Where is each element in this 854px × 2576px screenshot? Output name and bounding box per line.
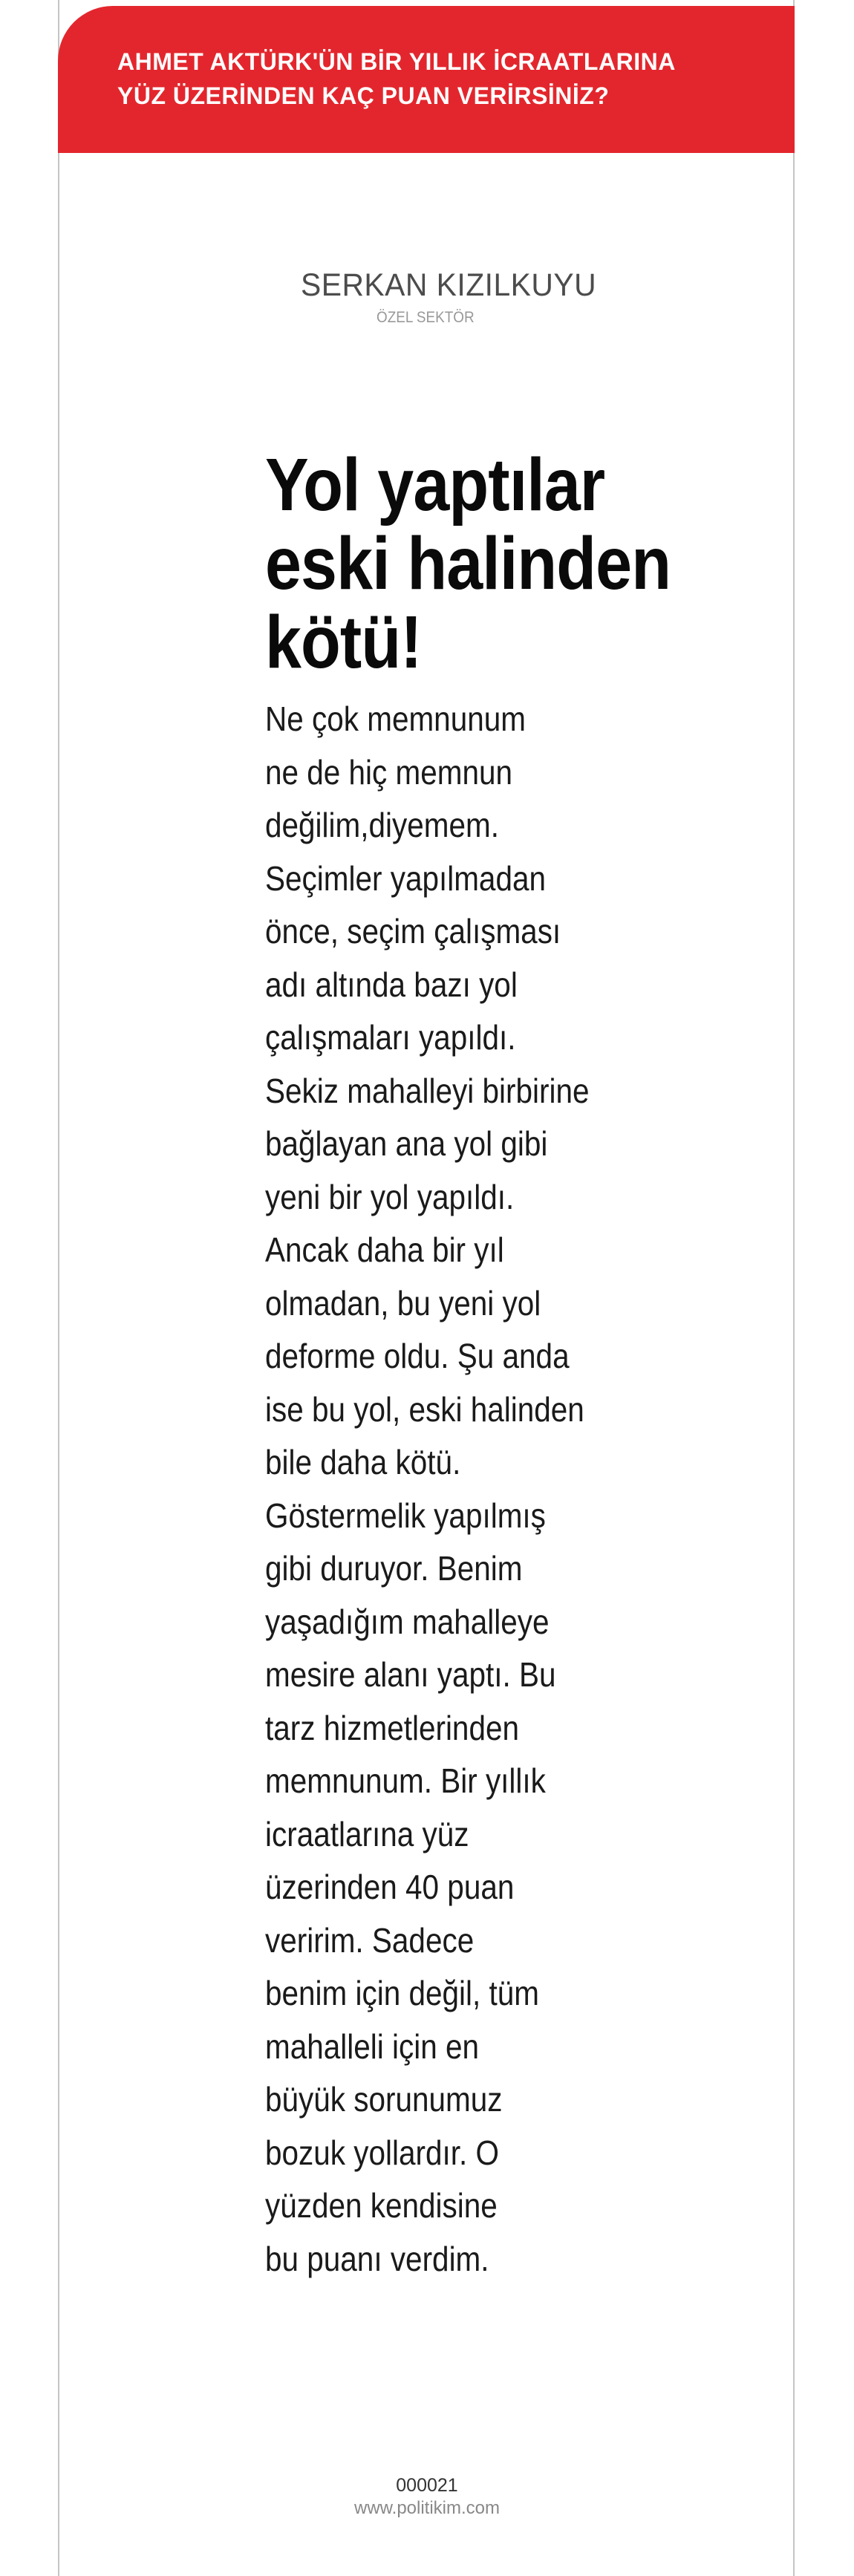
banner-question-line-1: AHMET AKTÜRK'ÜN BİR YILLIK İCRAATLARINA bbox=[117, 48, 676, 75]
author-name: SERKAN KIZILKUYU bbox=[301, 267, 597, 303]
author-role: ÖZEL SEKTÖR bbox=[377, 309, 475, 326]
body-line: yeni bir yol yapıldı. bbox=[265, 1177, 515, 1216]
body-line: yüzden kendisine bbox=[265, 2186, 498, 2225]
body-line: tarz hizmetlerinden bbox=[265, 1708, 519, 1747]
body-line: benim için değil, tüm bbox=[265, 1974, 539, 2012]
body-line: üzerinden 40 puan bbox=[265, 1868, 515, 1906]
body-line: çalışmaları yapıldı. bbox=[265, 1018, 516, 1057]
footer-code: 000021 bbox=[396, 2475, 458, 2496]
body-line: Göstermelik yapılmış bbox=[265, 1496, 546, 1535]
question-banner bbox=[58, 6, 795, 153]
body-line: ise bu yol, eski halinden bbox=[265, 1389, 584, 1429]
article-headline bbox=[265, 443, 726, 684]
article-body bbox=[265, 693, 633, 2286]
body-line: olmadan, bu yeni yol bbox=[265, 1283, 541, 1323]
body-line: değilim,diyemem. bbox=[265, 806, 499, 844]
body-line: bozuk yollardır. O bbox=[265, 2133, 499, 2172]
body-line: Ne çok memnunum bbox=[265, 700, 526, 738]
body-line: önce, seçim çalışması bbox=[265, 912, 561, 950]
body-line: büyük sorunumuz bbox=[265, 2080, 503, 2119]
footer-url: www.politikim.com bbox=[353, 2498, 501, 2518]
body-line: mahalleli için en bbox=[265, 2026, 480, 2066]
body-line: Sekiz mahalleyi birbirine bbox=[265, 1071, 590, 1110]
body-line: mesire alanı yaptı. Bu bbox=[265, 1655, 556, 1694]
body-line: Ancak daha bir yıl bbox=[265, 1230, 504, 1269]
body-line: icraatlarına yüz bbox=[265, 1814, 469, 1853]
banner-question-line-2: YÜZ ÜZERİNDEN KAÇ PUAN VERİRSİNİZ? bbox=[117, 82, 610, 109]
headline-line: Yol yaptılar bbox=[265, 443, 605, 526]
body-line: gibi duruyor. Benim bbox=[265, 1549, 523, 1588]
body-line: bağlayan ana yol gibi bbox=[265, 1124, 548, 1163]
body-line: Seçimler yapılmadan bbox=[265, 858, 546, 898]
body-line: adı altında bazı yol bbox=[265, 965, 518, 1004]
body-line: bu puanı verdim. bbox=[265, 2239, 489, 2278]
body-line: yaşadığım mahalleye bbox=[265, 1602, 550, 1641]
body-line: bile daha kötü. bbox=[265, 1443, 461, 1481]
body-line: veririm. Sadece bbox=[265, 1920, 475, 1960]
headline-line: kötü! bbox=[265, 601, 422, 684]
body-line: memnunum. Bir yıllık bbox=[265, 1761, 546, 1800]
headline-line: eski halinden bbox=[265, 522, 671, 605]
body-line: ne de hiç memnun bbox=[265, 752, 513, 792]
body-line: deforme oldu. Şu anda bbox=[265, 1337, 570, 1375]
